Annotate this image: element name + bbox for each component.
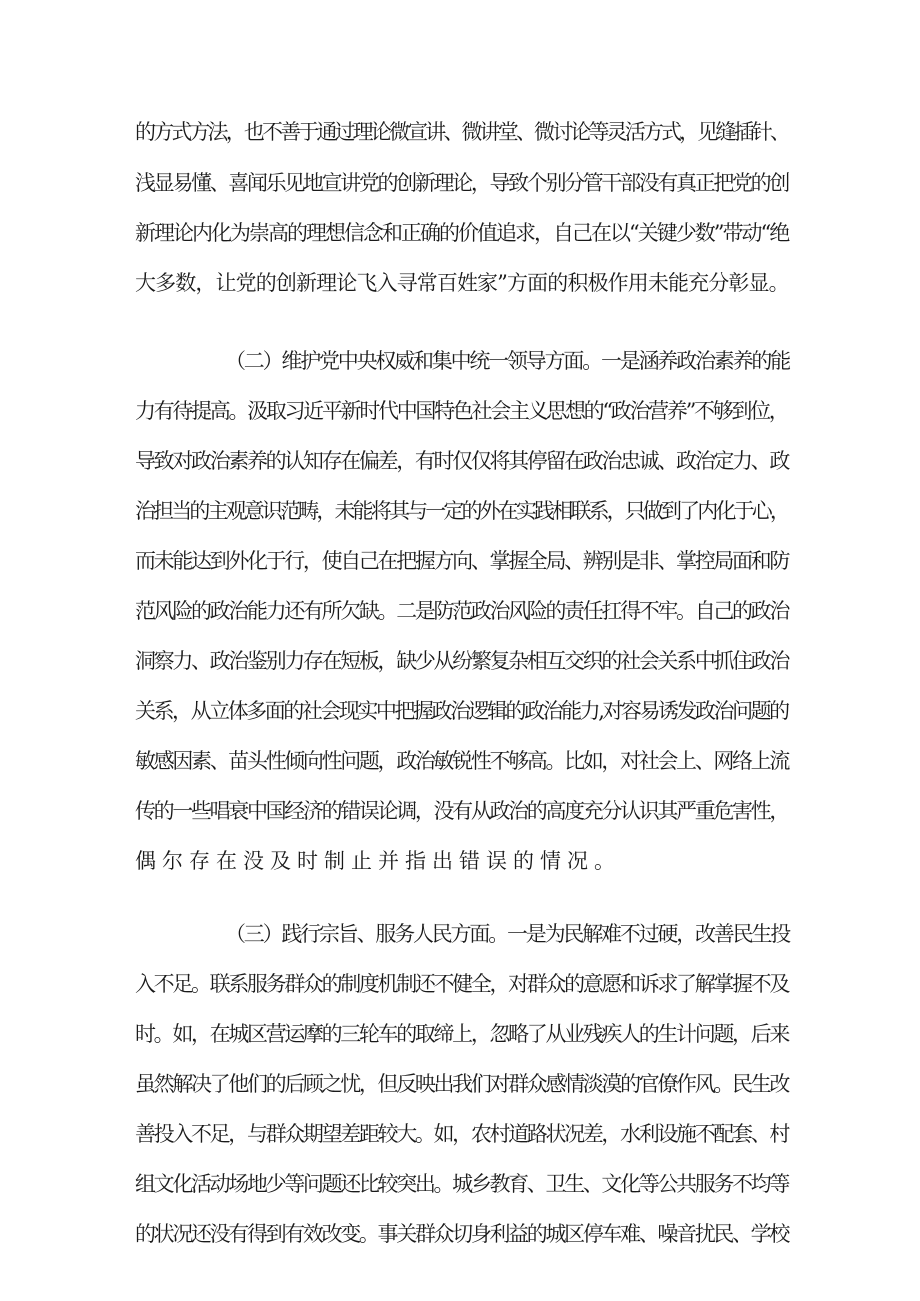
text-line: 范风险的政治能力还有所欠缺。二是防范政治风险的责任扛得不牢。自己的政治: [135, 599, 788, 623]
text-line: 偶尔存在没及时制止并指出错误的情况。: [135, 849, 621, 873]
text-line: 敏感因素、苗头性倾向性问题，政治敏锐性不够高。比如，对社会上、网络上流: [135, 749, 788, 773]
text-line: 而未能达到外化于行，使自己在把握方向、掌握全局、辨别是非、掌控局面和防: [135, 549, 788, 573]
text-line: 入不足。联系服务群众的制度机制还不健全，对群众的意愿和诉求了解掌握不及: [135, 972, 788, 996]
text-line: 时。如，在城区营运摩的三轮车的取缔上，忽略了从业残疾人的生计问题，后来: [135, 1022, 788, 1046]
text-line: 虽然解决了他们的后顾之忧，但反映出我们对群众感情淡漠的官僚作风。民生改: [135, 1072, 788, 1096]
text-line: 传的一些唱衰中国经济的错误论调，没有从政治的高度充分认识其严重危害性，: [135, 799, 788, 823]
text-line: 浅显易懂、喜闻乐见地宣讲党的创新理论，导致个别分管干部没有真正把党的创: [135, 171, 788, 195]
text-line: 善投入不足，与群众期望差距较大。如，农村道路状况差，水利设施不配套、村: [135, 1122, 788, 1146]
text-line: 治担当的主观意识范畴，未能将其与一定的外在实践相联系，只做到了内化于心，: [135, 499, 788, 523]
text-line: 大多数，让党的创新理论飞入寻常百姓家”方面的积极作用未能充分彰显。: [135, 271, 789, 295]
text-line: 洞察力、政治鉴别力存在短板，缺少从纷繁复杂相互交织的社会关系中抓住政治: [135, 649, 788, 673]
text-line: 的方式方法，也不善于通过理论微宣讲、微讲堂、微讨论等灵活方式，见缝插针、: [135, 120, 788, 144]
text-line: 关系，从立体多面的社会现实中把握政治逻辑的政治能力,对容易诱发政治问题的: [135, 699, 788, 723]
text-line: 组文化活动场地少等问题还比较突出。城乡教育、卫生、文化等公共服务不均等: [135, 1172, 788, 1196]
section-heading-line: （三）践行宗旨、服务人民方面。一是为民解难不过硬，改善民生投: [225, 922, 789, 946]
section-heading-line: （二）维护党中央权威和集中统一领导方面。一是涵养政治素养的能: [225, 349, 789, 373]
text-line: 导致对政治素养的认知存在偏差，有时仅仅将其停留在政治忠诚、政治定力、政: [135, 449, 788, 473]
text-line: 的状况还没有得到有效改变。事关群众切身利益的城区停车难、噪音扰民、学校: [135, 1222, 788, 1246]
text-line: 力有待提高。汲取习近平新时代中国特色社会主义思想的“政治营养”不够到位，: [135, 399, 788, 423]
text-line: 新理论内化为崇高的理想信念和正确的价值追求，自己在以“关键少数”带动“绝: [135, 221, 789, 245]
